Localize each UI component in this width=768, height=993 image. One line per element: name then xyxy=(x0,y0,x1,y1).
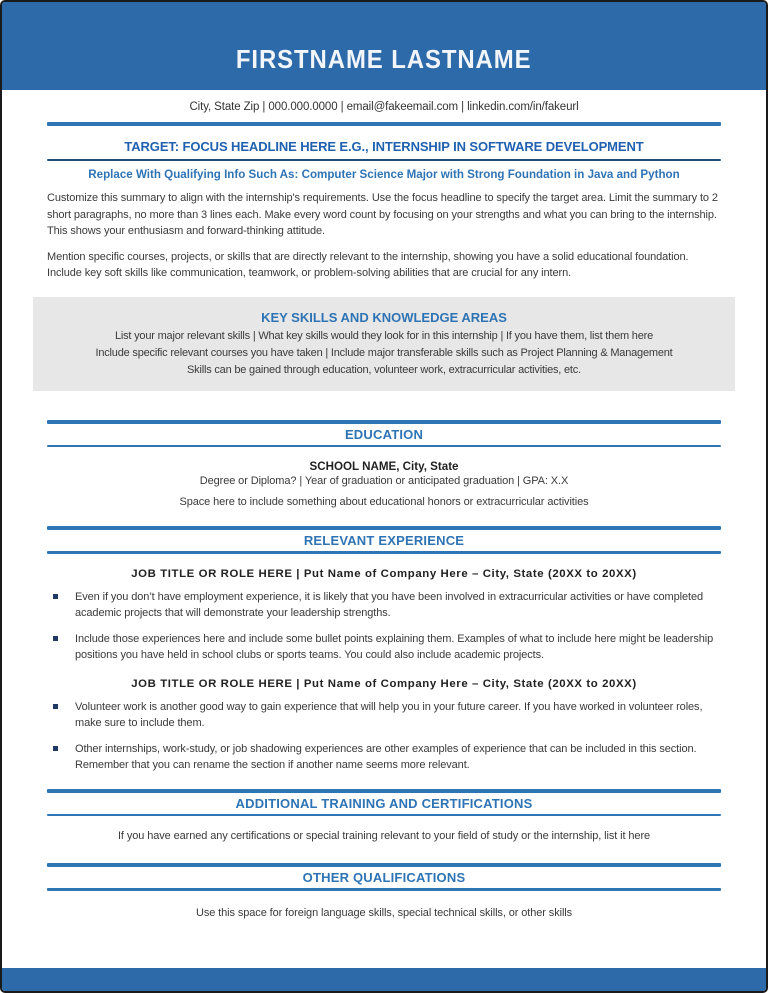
section-rule-bottom xyxy=(47,814,721,817)
education-honors-line: Space here to include something about educational honors or extracurricular activities xyxy=(179,496,589,508)
section-rule-bottom xyxy=(47,888,721,891)
bullet-text: Include those experiences here and include some bullet points explaining them. Examples of what to include here might be leadership positions you have held in school clubs or sports teams. You could also include academic projects. xyxy=(75,632,714,661)
bullet-item xyxy=(50,631,721,664)
bullet-item xyxy=(50,699,721,732)
bullet-marker xyxy=(53,704,58,709)
section-rule-bottom xyxy=(47,551,721,554)
section-header-experience xyxy=(2,526,766,554)
target-divider xyxy=(47,159,721,161)
section-rule-top xyxy=(47,789,721,793)
key-skills-title: KEY SKILLS AND KNOWLEDGE AREAS xyxy=(261,309,507,325)
section-header-training xyxy=(2,789,766,817)
header-banner xyxy=(2,2,766,90)
bullet-text: Other internships, work-study, or job shadowing experiences are other examples of experience that can be included in this section. Remember that you can rename the section if another name seems more relevant. xyxy=(75,742,697,771)
summary-paragraph: Mention specific courses, projects, or skills that are directly relevant to the internship, showing you have a solid educational foundation. Include key soft skills like communication, teamwork, or problem-solving abilities that are crucial for any intern. xyxy=(47,250,689,279)
section-header-education xyxy=(2,420,766,448)
bullet-item xyxy=(50,589,721,622)
training-section-title: ADDITIONAL TRAINING AND CERTIFICATIONS xyxy=(235,795,533,811)
section-header-other-qualifications xyxy=(2,863,766,891)
key-skills-line: Include specific relevant courses you have taken | Include major transferable skills such as Project Planning & Management xyxy=(95,346,673,359)
bullet-item xyxy=(50,741,721,774)
name-title: FIRSTNAME LASTNAME xyxy=(236,43,532,74)
education-degree-line: Degree or Diploma? | Year of graduation or anticipated graduation | GPA: X.X xyxy=(199,475,569,487)
job-title: JOB TITLE OR ROLE HERE | Put Name of Company Here – City, State (20XX to 20XX) xyxy=(131,567,637,580)
summary-paragraph: Customize this summary to align with the internship's requirements. Use the focus headline to specify the target area. Limit the summary to 2 short paragraphs, no more than 3 lines each. Make every word count by focusing on your strengths and what you can bring to the internship. This shows your enthusiasm and forward-thinking attitude. xyxy=(47,192,718,237)
key-skills-box xyxy=(33,297,735,391)
other-qualifications-section-title: OTHER QUALIFICATIONS xyxy=(302,870,466,885)
section-rule-top xyxy=(47,420,721,424)
bullet-marker xyxy=(53,636,58,641)
education-school: SCHOOL NAME, City, State xyxy=(309,460,459,473)
contact-divider xyxy=(47,122,721,126)
bullet-marker xyxy=(53,594,58,599)
section-rule-bottom xyxy=(47,445,721,448)
key-skills-line: List your major relevant skills | What key skills would they look for in this internship | If you have them, list them here xyxy=(114,329,654,342)
contact-line: City, State Zip | 000.000.0000 | email@fakeemail.com | linkedin.com/in/fakeurl xyxy=(189,101,579,113)
other-qualifications-note: Use this space for foreign language skills, special technical skills, or other skills xyxy=(195,906,573,919)
bullet-marker xyxy=(53,746,58,751)
experience-section-title: RELEVANT EXPERIENCE xyxy=(303,533,465,548)
footer-banner xyxy=(2,968,766,991)
job-title: JOB TITLE OR ROLE HERE | Put Name of Company Here – City, State (20XX to 20XX) xyxy=(131,677,637,690)
section-rule-top xyxy=(47,863,721,867)
target-headline: TARGET: FOCUS HEADLINE HERE E.G., INTERNSHIP IN SOFTWARE DEVELOPMENT xyxy=(124,139,644,154)
bullet-text: Even if you don’t have employment experience, it is likely that you have been involved in extracurricular activities or have completed academic projects that will demonstrate your leadership strengths. xyxy=(75,590,703,619)
section-rule-top xyxy=(47,526,721,530)
key-skills-line: Skills can be gained through education, volunteer work, extracurricular activities, etc. xyxy=(187,363,581,376)
education-section-title: EDUCATION xyxy=(344,426,424,442)
qualifying-headline: Replace With Qualifying Info Such As: Computer Science Major with Strong Foundation in Java and Python xyxy=(88,168,680,181)
training-note: If you have earned any certifications or special training relevant to your field of study or the internship, list it here xyxy=(117,830,651,842)
bullet-text: Volunteer work is another good way to gain experience that will help you in your future career. If you have worked in volunteer roles, make sure to include them. xyxy=(75,700,703,729)
